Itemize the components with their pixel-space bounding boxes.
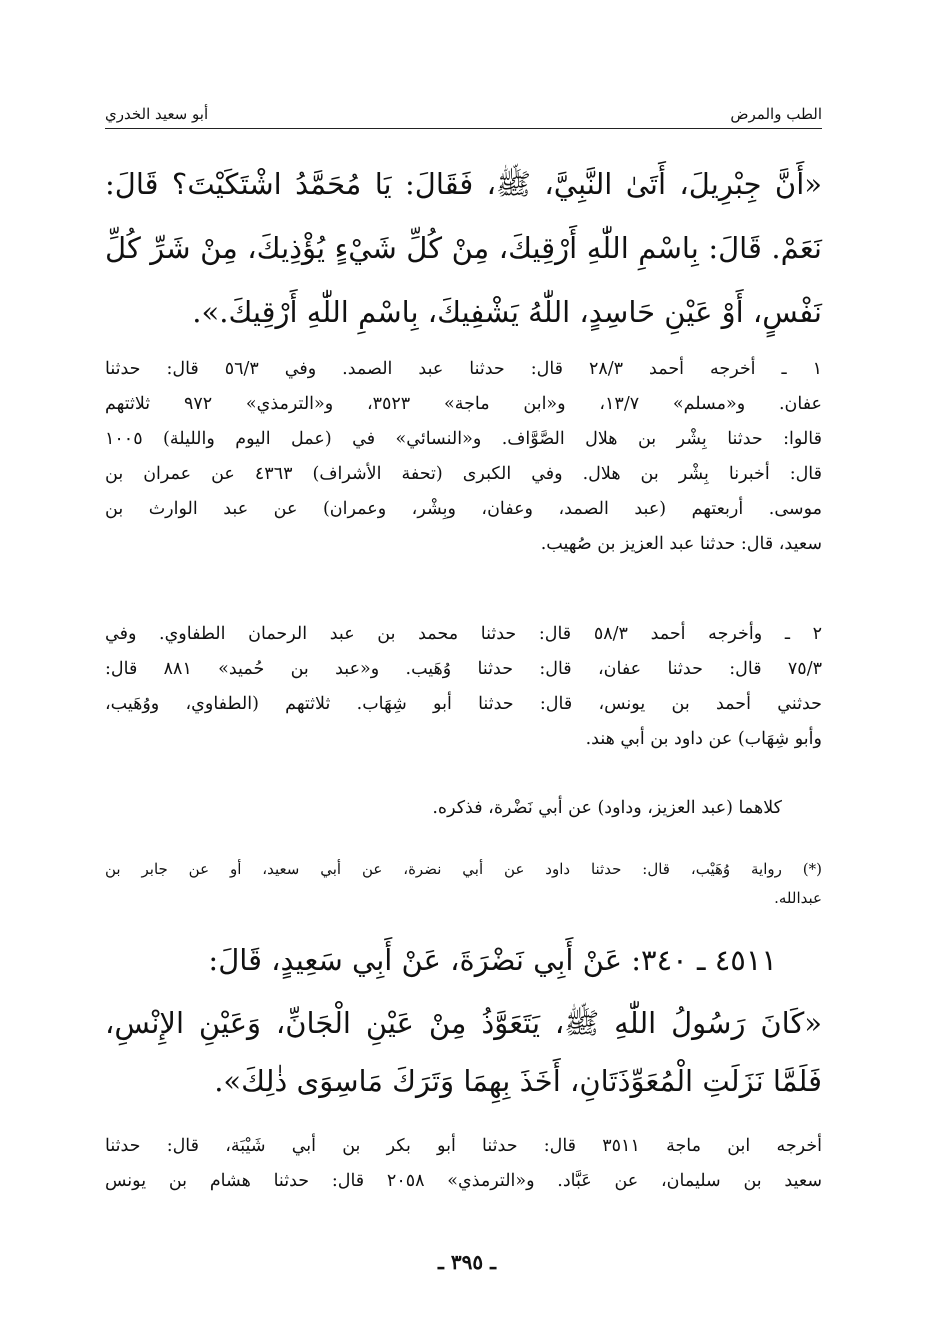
footnote-line: ٢ ـ وأخرجه أحمد ٥٨/٣ قال: حدثنا محمد بن عبد الرحمان الطفاوي. وفي: [105, 624, 822, 644]
hadith-heading: ٤٥١١ ـ ٣٤٠: عَنْ أَبِي نَضْرَةَ، عَنْ أَبِي سَعِيدٍ، قَالَ:: [208, 943, 777, 977]
footnote-line: ١ ـ أخرجه أحمد ٢٨/٣ قال: حدثنا عبد الصمد. وفي ٥٦/٣ قال: حدثنا: [105, 359, 823, 379]
footnote-2: [105, 617, 822, 757]
hadith-text-1: [105, 152, 822, 344]
chain-summary-text: كلاهما (عبد العزيز، وداود) عن أبي نَضْرة، فذكره.: [432, 798, 782, 818]
hadith-line: فَلَمَّا نَزَلَتِ الْمُعَوِّذَتَانِ، أَخَذَ بِهِمَا وَتَرَكَ مَاسِوَى ذٰلِكَ».: [214, 1064, 822, 1098]
footnote-line: سعيد، قال: حدثنا عبد العزيز بن صُهيب.: [540, 534, 822, 554]
footnote-line: حدثني أحمد بن يونس، قال: حدثنا أبو شِهَاب. ثلاثتهم (الطفاوي، ووُهَيب،: [105, 694, 822, 714]
footnote-line: عفان. و«مسلم» ١٣/٧، و«ابن ماجة» ٣٥٢٣، و«الترمذي» ٩٧٢ ثلاثتهم: [105, 394, 822, 414]
footnote-3: [105, 1129, 822, 1199]
running-header: [105, 96, 822, 129]
footnote-line: سعيد بن سليمان، عن عَبَّاد. و«الترمذي» ٢٠٥٨ قال: حدثنا هشام بن يونس: [105, 1171, 822, 1191]
note-asterisk: [105, 855, 822, 913]
hadith-text-2: [105, 994, 822, 1110]
hadith-line: «كَانَ رَسُولُ اللّٰهِ ﷺ، يَتَعَوَّذُ مِنْ عَيْنِ الْجَانِّ، وَعَيْنِ الإِنْسِ،: [105, 1006, 822, 1040]
note-line: (*) رواية وُهَيْب، قال: حدثنا داود عن أبي نضرة، عن أبي سعيد، أو عن جابر بن: [105, 860, 822, 878]
hadith-line: «أَنَّ جِبْرِيلَ، أَتَىٰ النَّبِيَّ، ﷺ، فَقَالَ: يَا مُحَمَّدُ اشْتَكَيْتَ؟ قَالَ:: [105, 167, 822, 201]
hadith-line: نَعَمْ. قَالَ: بِاسْمِ اللّٰهِ أَرْقِيكَ، مِنْ كُلِّ شَيْءٍ يُؤْذِيكَ، مِنْ شَرِّ كُلِّ: [105, 231, 822, 265]
hadith-line: نَفْسٍ، أَوْ عَيْنِ حَاسِدٍ، اللّٰهُ يَشْفِيكَ، بِاسْمِ اللّٰهِ أَرْقِيكَ.».: [192, 295, 822, 329]
footnote-line: قال: أخبرنا بِشْر بن هلال. وفي الكبرى (تحفة الأشراف) ٤٣٦٣ عن عمران بن: [105, 464, 823, 484]
footnote-line: وأبو شِهَاب) عن داود بن أبي هند.: [585, 729, 822, 749]
footnote-line: أخرجه ابن ماجة ٣٥١١ قال: حدثنا أبو بكر بن أبي شَيْبَة، قال: حدثنا: [105, 1136, 822, 1156]
note-line: عبدالله.: [774, 889, 822, 907]
page-number: ـ ٣٩٥ ـ: [438, 1250, 496, 1274]
chain-summary: [105, 791, 822, 826]
footnote-line: موسى. أربعتهم (عبد الصمد، وعفان، وبِشْر، وعمران) عن عبد الوارث بن: [105, 499, 822, 519]
footnote-line: ٧٥/٣ قال: حدثنا عفان، قال: حدثنا وُهَيب. و«عبد بن حُميد» ٨٨١ قال:: [105, 659, 822, 679]
footnote-line: قالوا: حدثنا بِشْر بن هلال الصَّوَّاف. و«النسائي» في (عمل اليوم والليلة) ١٠٠٥: [105, 429, 822, 449]
header-section-title: أبو سعيد الخدري: [105, 105, 209, 123]
footnote-1: [105, 352, 822, 562]
header-chapter-title: الطب والمرض: [730, 105, 822, 123]
